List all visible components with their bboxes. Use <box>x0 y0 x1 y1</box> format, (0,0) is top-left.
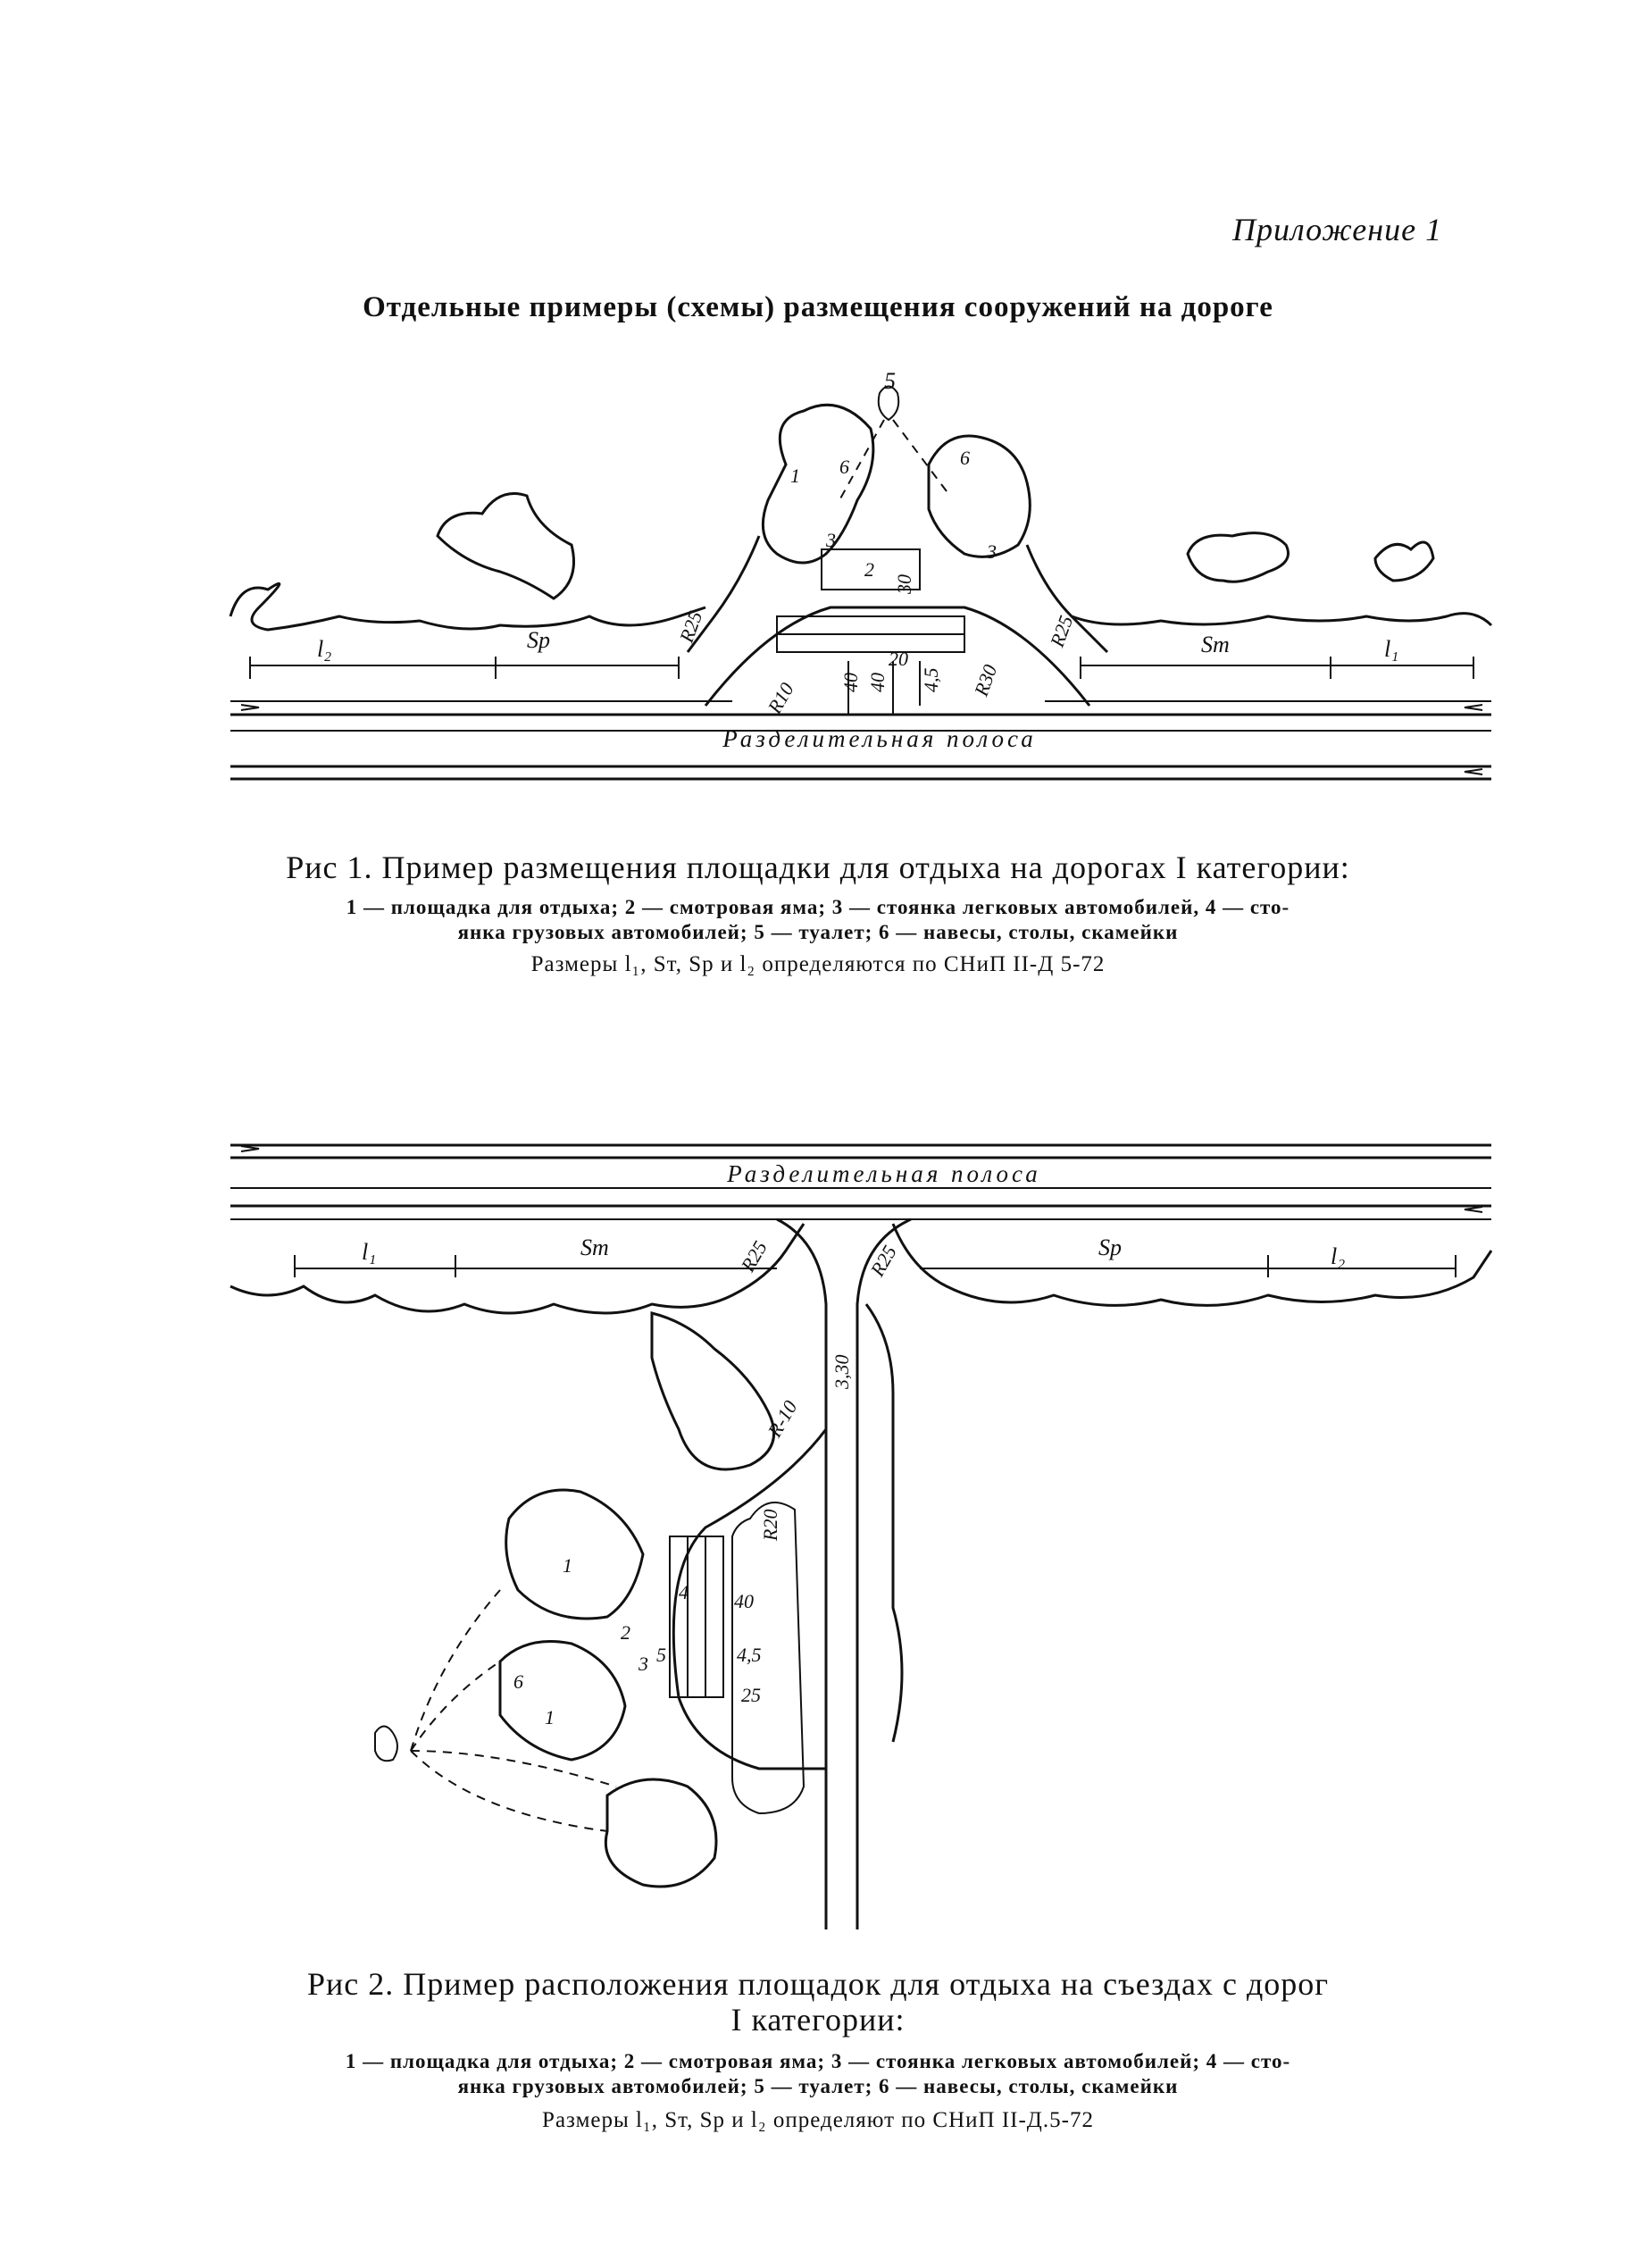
fig2-ramp-right <box>857 1219 911 1929</box>
fig1-label-d45: 4,5 <box>920 667 942 692</box>
fig2-label-d25: 25 <box>741 1684 761 1706</box>
fig2-label-sp: Sp <box>1098 1234 1122 1260</box>
fig2-median-label: Разделительная полоса <box>727 1160 1041 1187</box>
fig1-label-d20: 20 <box>889 648 908 670</box>
fig1-legend-line2: янка грузовых автомобилей; 5 — туалет; 6 — навесы, столы, скамейки <box>457 921 1179 943</box>
fig2-label-d30: 3,30 <box>831 1354 853 1389</box>
fig2-label-n3: 3 <box>639 1653 648 1675</box>
fig1-label-l1: l₁ <box>1384 636 1399 662</box>
fig2-label-n5: 5 <box>656 1644 666 1666</box>
fig1-median-label: Разделительная полоса <box>722 725 1037 752</box>
fig2-label-d40: 40 <box>734 1590 754 1612</box>
fig2-label-n4: 4 <box>679 1581 689 1603</box>
fig1-label-n5: 5 <box>884 368 896 394</box>
fig2-label-r25-left: R25 <box>736 1236 772 1276</box>
fig1-label-n6b: 6 <box>960 447 970 469</box>
fig2-label-l2: l₂ <box>1331 1243 1346 1269</box>
fig1-caption: Рис 1. Пример размещения площадки для отдыха на дорогах I категории: <box>286 849 1350 885</box>
fig1-label-n6a: 6 <box>839 456 849 478</box>
fig2-label-n1a: 1 <box>563 1554 572 1577</box>
figure-2-diagram <box>0 1126 1636 1947</box>
fig1-label-st: Sт <box>1201 632 1230 657</box>
fig2-label-st: Sт <box>580 1234 609 1260</box>
fig1-label-n2: 2 <box>864 558 874 581</box>
fig2-toilet <box>375 1727 397 1762</box>
fig1-label-r25-right: R25 <box>1045 612 1078 650</box>
fig1-roadside-right <box>1072 614 1491 625</box>
fig1-bush-left <box>438 494 574 599</box>
fig2-label-r10: R-10 <box>763 1396 802 1441</box>
fig2-parking-bays <box>670 1536 723 1697</box>
fig1-label-sp: Sp <box>527 627 550 653</box>
fig1-label-l2: l₂ <box>317 636 332 662</box>
document-title: Отдельные примеры (схемы) размещения сооружений на дороге <box>363 291 1273 323</box>
fig2-label-l1: l₁ <box>362 1239 377 1265</box>
fig1-label-n3a: 3 <box>826 529 836 551</box>
fig2-roadside-right <box>893 1224 1491 1305</box>
fig2-label-n1b: 1 <box>545 1706 555 1728</box>
fig1-label-r10: R10 <box>763 678 798 717</box>
fig1-bush-far-right <box>1375 542 1433 581</box>
fig2-ramp-left <box>777 1219 826 1929</box>
fig1-label-n3b: 3 <box>987 540 997 563</box>
figure-1-diagram <box>0 357 1636 804</box>
fig2-caption-line2: I категории: <box>730 2002 906 2038</box>
fig1-roadside-left <box>230 583 705 630</box>
fig1-label-d40b: 40 <box>866 673 889 692</box>
fig1-label-d30: 30 <box>893 574 915 594</box>
fig2-label-n2: 2 <box>621 1621 630 1644</box>
fig2-caption-line1: Рис 2. Пример расположения площадок для отдыха на съездах с дорог <box>306 1966 1330 2002</box>
fig2-label-r20: R20 <box>759 1509 781 1541</box>
fig1-note: Размеры l₁, Sт, Sp и l₂ определяются по СНиП II-Д 5-72 <box>530 952 1106 976</box>
fig2-legend-line2: янка грузовых автомобилей; 5 — туалет; 6 — навесы, столы, скамейки <box>457 2075 1179 2097</box>
fig1-label-r30: R30 <box>969 661 1002 699</box>
fig1-label-d40a: 40 <box>839 673 862 692</box>
fig2-rest-areas <box>500 1304 902 1887</box>
fig2-legend-line1: 1 — площадка для отдыха; 2 — смотровая яма; 3 — стоянка легковых автомобилей; 4 — сто- <box>345 2050 1291 2072</box>
fig2-label-d45: 4,5 <box>737 1644 762 1666</box>
fig2-note: Размеры l₁, Sт, Sp и l₂ определяют по СНиП II-Д.5-72 <box>542 2108 1094 2132</box>
fig1-label-r25-left: R25 <box>674 607 707 646</box>
fig2-footpath-3 <box>411 1751 607 1831</box>
fig2-footpath-4 <box>411 1590 500 1751</box>
fig1-bush-right <box>1188 533 1289 582</box>
fig2-label-n6: 6 <box>513 1670 523 1693</box>
fig1-dimension-lines <box>250 657 1473 679</box>
fig2-label-r25-right: R25 <box>865 1241 901 1280</box>
fig1-legend-line1: 1 — площадка для отдыха; 2 — смотровая яма; 3 — стоянка легковых автомобилей, 4 — сто- <box>346 896 1290 918</box>
appendix-label: Приложение 1 <box>1232 212 1443 247</box>
fig1-label-n1: 1 <box>790 464 800 487</box>
fig2-footpath-1 <box>411 1661 500 1751</box>
